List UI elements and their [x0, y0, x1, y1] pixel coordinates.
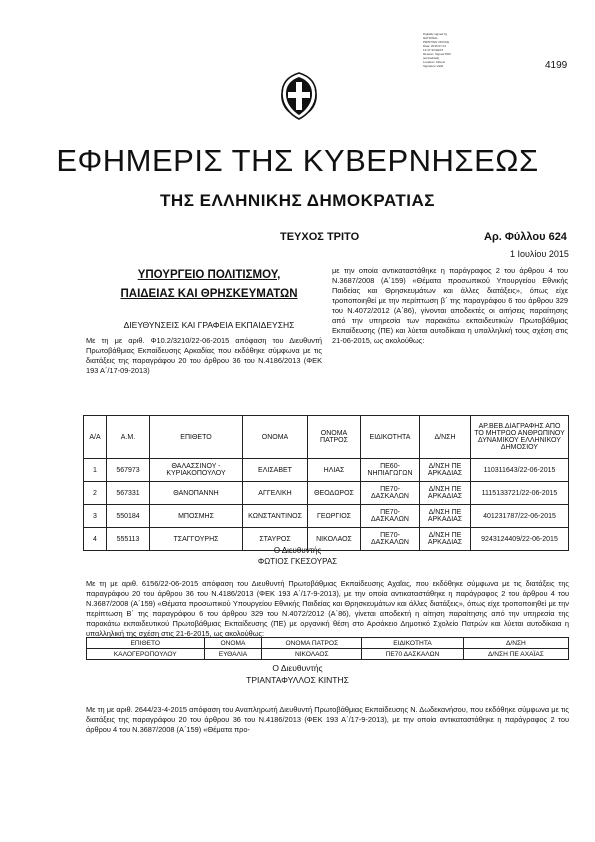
sheet-number: Αρ. Φύλλου 624	[484, 231, 567, 243]
table-cell: 3	[84, 505, 107, 528]
greek-coat-of-arms-icon	[279, 72, 319, 120]
decision-paragraph-3: Με τη με αριθ. 6156/22-06-2015 απόφαση του Διευθυντή Πρωτοβάθμιας Εκπαίδευσης Αχαΐας, που εκδόθηκε σύμφωνα με τις διατάξεις της παραγράφου 20 του άρθρου 36 του Ν.4186/2013 (ΦΕΚ 193 Α΄/17-9-2013), με την οποία αντικαταστάθηκε η παράγραφος 2 του άρθρου 4 του Ν.3687/2008 (Α΄159) «Θέματα προσωπικού Υπουργείου Εθνικής Παιδείας και Θρησκευμάτων και άλλες διατάξεις», όπως είχε τροποποιηθεί με την περίπτωση Β΄ της παραγράφου 6 του άρθρου 329 του Ν.4072/2012 (Α΄86), γίνεται αποδεκτή η αίτηση παραίτησης από την υπηρεσία της παρακάτω εκπαιδευτικού Πρωτοβάθμιας Εκπαίδευσης (ΠΕ) με οργανική θέση στο Αρσάκειο Δημοτικό Σχολείο Πατρών και λύεται αυτοδίκαια η υπαλληλική της σχέση στις 21-6-2015, ως ακολούθως:	[86, 579, 569, 638]
decision-paragraph-1: Με τη με αριθ. Φ10.2/3210/22-06-2015 απόφαση του Διευθυντή Πρωτοβάθμιας Εκπαίδευσης Αρκαδίας που εκδόθηκε σύμφωνα με τις διατάξεις της παραγράφου 20 του άρθρου 36 του Ν.4186/2013 (ΦΕΚ 193 Α΄/17-09-2013)	[86, 336, 322, 375]
table-cell: ΕΛΙΣΑΒΕΤ	[243, 459, 308, 482]
table-row	[84, 482, 569, 505]
column-header: ΟΝΟΜΑ ΠΑΤΡΟΣ	[262, 638, 362, 649]
stamp-line: Reason: Signed PDF	[423, 52, 452, 56]
table-cell: 9243124409/22-06-2015	[471, 528, 569, 551]
resignations-table-achaia	[86, 637, 569, 660]
stamp-line: 12:47:33 EEST	[423, 48, 444, 52]
table-cell: Δ/ΝΣΗ ΠΕ ΑΡΚΑΔΙΑΣ	[420, 505, 471, 528]
column-header: ΕΙΔΙΚΟΤΗΤΑ	[362, 638, 464, 649]
table-cell: ΑΓΓΕΛΙΚΗ	[243, 482, 308, 505]
ministry-title-line2: ΠΑΙΔΕΙΑΣ ΚΑΙ ΘΡΗΣΚΕΥΜΑΤΩΝ	[120, 288, 298, 300]
signature-name-1: ΦΩΤΙΟΣ ΓΚΕΣΟΥΡΑΣ	[257, 557, 338, 566]
gazette-title: ΕΦΗΜΕΡΙΣ ΤΗΣ ΚΥΒΕΡΝΗΣΕΩΣ	[56, 143, 539, 178]
table-row	[84, 505, 569, 528]
column-header: ΟΝΟΜΑ	[243, 416, 308, 459]
column-header: Α.Μ.	[107, 416, 150, 459]
column-header: ΑΡ.ΒΕΒ.ΔΙΑΓΡΑΦΗΣ ΑΠΟ ΤΟ ΜΗΤΡΩΟ ΑΝΘΡΩΠΙΝΟΥ ΔΥΝΑΜΙΚΟΥ ΕΛΛΗΝΙΚΟΥ ΔΗΜΟΣΙΟΥ	[471, 416, 569, 459]
signature-role-2: Ο Διευθυντής	[272, 663, 323, 673]
table-cell: Δ/ΝΣΗ ΠΕ ΑΡΚΑΔΙΑΣ	[420, 528, 471, 551]
table-cell: 567973	[107, 459, 150, 482]
digital-signature-stamp	[423, 32, 485, 68]
table-cell: 4	[84, 528, 107, 551]
table-cell: 1115133721/22-06-2015	[471, 482, 569, 505]
column-header: ΕΠΙΘΕΤΟ	[87, 638, 205, 649]
table-cell: 2	[84, 482, 107, 505]
table-cell: ΓΕΩΡΓΙΟΣ	[308, 505, 361, 528]
issue-date: 1 Ιουλίου 2015	[510, 249, 569, 259]
decision-paragraph-2: με την οποία αντικαταστάθηκε η παράγραφος 2 του άρθρου 4 του Ν.3687/2008 (Α΄159) «Θέματα προσωπικού Υπουργείου Εθνικής Παιδείας και Θρησκευμάτων και άλλες διατάξεις», όπως είχε τροποποιηθεί με την περίπτωση β΄ της παραγράφου 6 του άρθρου 329 του Ν.4072/2012 (Α΄86), γίνονται αποδεκτές οι αιτήσεις παραίτησης από την υπηρεσία των παρακάτω εκπαιδευτικών Πρωτοβάθμιας Εκπαίδευσης (ΠΕ) και λύεται αυτοδίκαια η υπαλληλική τους σχέση στις 21-06-2015, ως ακολούθως:	[332, 266, 568, 345]
table-cell: 401231787/22-06-2015	[471, 505, 569, 528]
table-cell: ΠΕ70-ΔΑΣΚΑΛΩΝ	[361, 482, 420, 505]
table-cell: ΗΛΙΑΣ	[308, 459, 361, 482]
stamp-line: (embedded)	[423, 56, 440, 60]
section-heading: ΔΙΕΥΘΥΝΣΕΙΣ ΚΑΙ ΓΡΑΦΕΙΑ ΕΚΠΑΙΔΕΥΣΗΣ	[123, 320, 295, 330]
table-header-row	[84, 416, 569, 459]
resignations-table-arkadia	[83, 415, 569, 551]
table-cell: 555113	[107, 528, 150, 551]
table-cell: ΠΕ70 ΔΑΣΚΑΛΩΝ	[362, 649, 464, 660]
stamp-line: Digitally signed by	[423, 32, 448, 36]
table-cell: ΝΙΚΟΛΑΟΣ	[308, 528, 361, 551]
table-cell: Δ/ΝΣΗ ΠΕ ΑΡΚΑΔΙΑΣ	[420, 482, 471, 505]
table-cell: ΠΕ60-ΝΗΠΙΑΓΩΓΩΝ	[361, 459, 420, 482]
decision-paragraph-4: Με τη με αριθ. 2644/23-4-2015 απόφαση του Αναπληρωτή Διευθυντή Πρωτοβάθμιας Εκπαίδευσης Ν. Δωδεκανήσου, που εκδόθηκε σύμφωνα με τις διατάξεις της παραγράφου 20 του άρθρου 36 του Ν.4186/2013 (ΦΕΚ 193 Α΄/17-9-2013), με την οποία αντικαταστάθηκε η παράγραφος 2 του άρθρου 4 του Ν.3687/2008 (Α΄159) «Θέματα προ-	[86, 705, 569, 734]
table-row	[87, 649, 569, 660]
column-header: ΟΝΟΜΑ ΠΑΤΡΟΣ	[308, 416, 361, 459]
table-cell: ΠΕ70-ΔΑΣΚΑΛΩΝ	[361, 505, 420, 528]
table-cell: ΘΕΟΔΩΡΟΣ	[308, 482, 361, 505]
stamp-line: PRINTING OFFICE	[423, 40, 450, 44]
table-cell: ΣΤΑΥΡΟΣ	[243, 528, 308, 551]
column-header: ΕΠΙΘΕΤΟ	[150, 416, 243, 459]
table-cell: 1	[84, 459, 107, 482]
table-cell: ΕΥΘΑΛΙΑ	[204, 649, 262, 660]
table-cell: ΜΠΟΣΜΗΣ	[150, 505, 243, 528]
table-cell: ΚΩΝΣΤΑΝΤΙΝΟΣ	[243, 505, 308, 528]
gazette-subtitle: ΤΗΣ ΕΛΛΗΝΙΚΗΣ ΔΗΜΟΚΡΑΤΙΑΣ	[160, 191, 435, 210]
column-header: ΕΙΔΙΚΟΤΗΤΑ	[361, 416, 420, 459]
table-cell: 550184	[107, 505, 150, 528]
table-cell: ΘΑΝΟΠΑΝΝΗ	[150, 482, 243, 505]
table-cell: Δ/ΝΣΗ ΠΕ ΑΧΑΪΑΣ	[463, 649, 568, 660]
table-cell: ΘΑΛΑΣΣΙΝΟΥ - ΚΥΡΙΑΚΟΠΟΥΛΟΥ	[150, 459, 243, 482]
table-cell: 110311643/22-06-2015	[471, 459, 569, 482]
column-header: Δ/ΝΣΗ	[420, 416, 471, 459]
table-cell: ΝΙΚΟΛΑΟΣ	[262, 649, 362, 660]
column-header: Α/Α	[84, 416, 107, 459]
stamp-line: Location: Athens	[423, 60, 446, 64]
signature-role-1: Ο Διευθυντής	[273, 546, 322, 555]
table-row	[84, 459, 569, 482]
table-cell: Δ/ΝΣΗ ΠΕ ΑΡΚΑΔΙΑΣ	[420, 459, 471, 482]
table-cell: 567331	[107, 482, 150, 505]
column-header: Δ/ΝΣΗ	[463, 638, 568, 649]
stamp-line: Signature Valid	[423, 64, 444, 68]
table-cell: ΤΣΑΓΓΟΥΡΗΣ	[150, 528, 243, 551]
signature-name-2: ΤΡΙΑΝΤΑΦΥΛΛΟΣ ΚΙΝΤΗΣ	[246, 675, 349, 685]
table-header-row	[87, 638, 569, 649]
page-number: 4199	[545, 60, 568, 71]
ministry-title-line1: ΥΠΟΥΡΓΕΙΟ ΠΟΛΙΤΙΣΜΟΥ,	[137, 269, 281, 281]
table-cell: ΚΑΛΟΓΕΡΟΠΟΥΛΟΥ	[87, 649, 205, 660]
stamp-line: Date: 2015.07.01	[423, 44, 447, 48]
table-cell: ΠΕ70-ΔΑΣΚΑΛΩΝ	[361, 528, 420, 551]
ministry-title	[96, 266, 322, 304]
column-header: ΟΝΟΜΑ	[204, 638, 262, 649]
stamp-line: NATIONAL	[423, 36, 438, 40]
issue-series: ΤΕΥΧΟΣ ΤΡΙΤΟ	[280, 231, 360, 243]
